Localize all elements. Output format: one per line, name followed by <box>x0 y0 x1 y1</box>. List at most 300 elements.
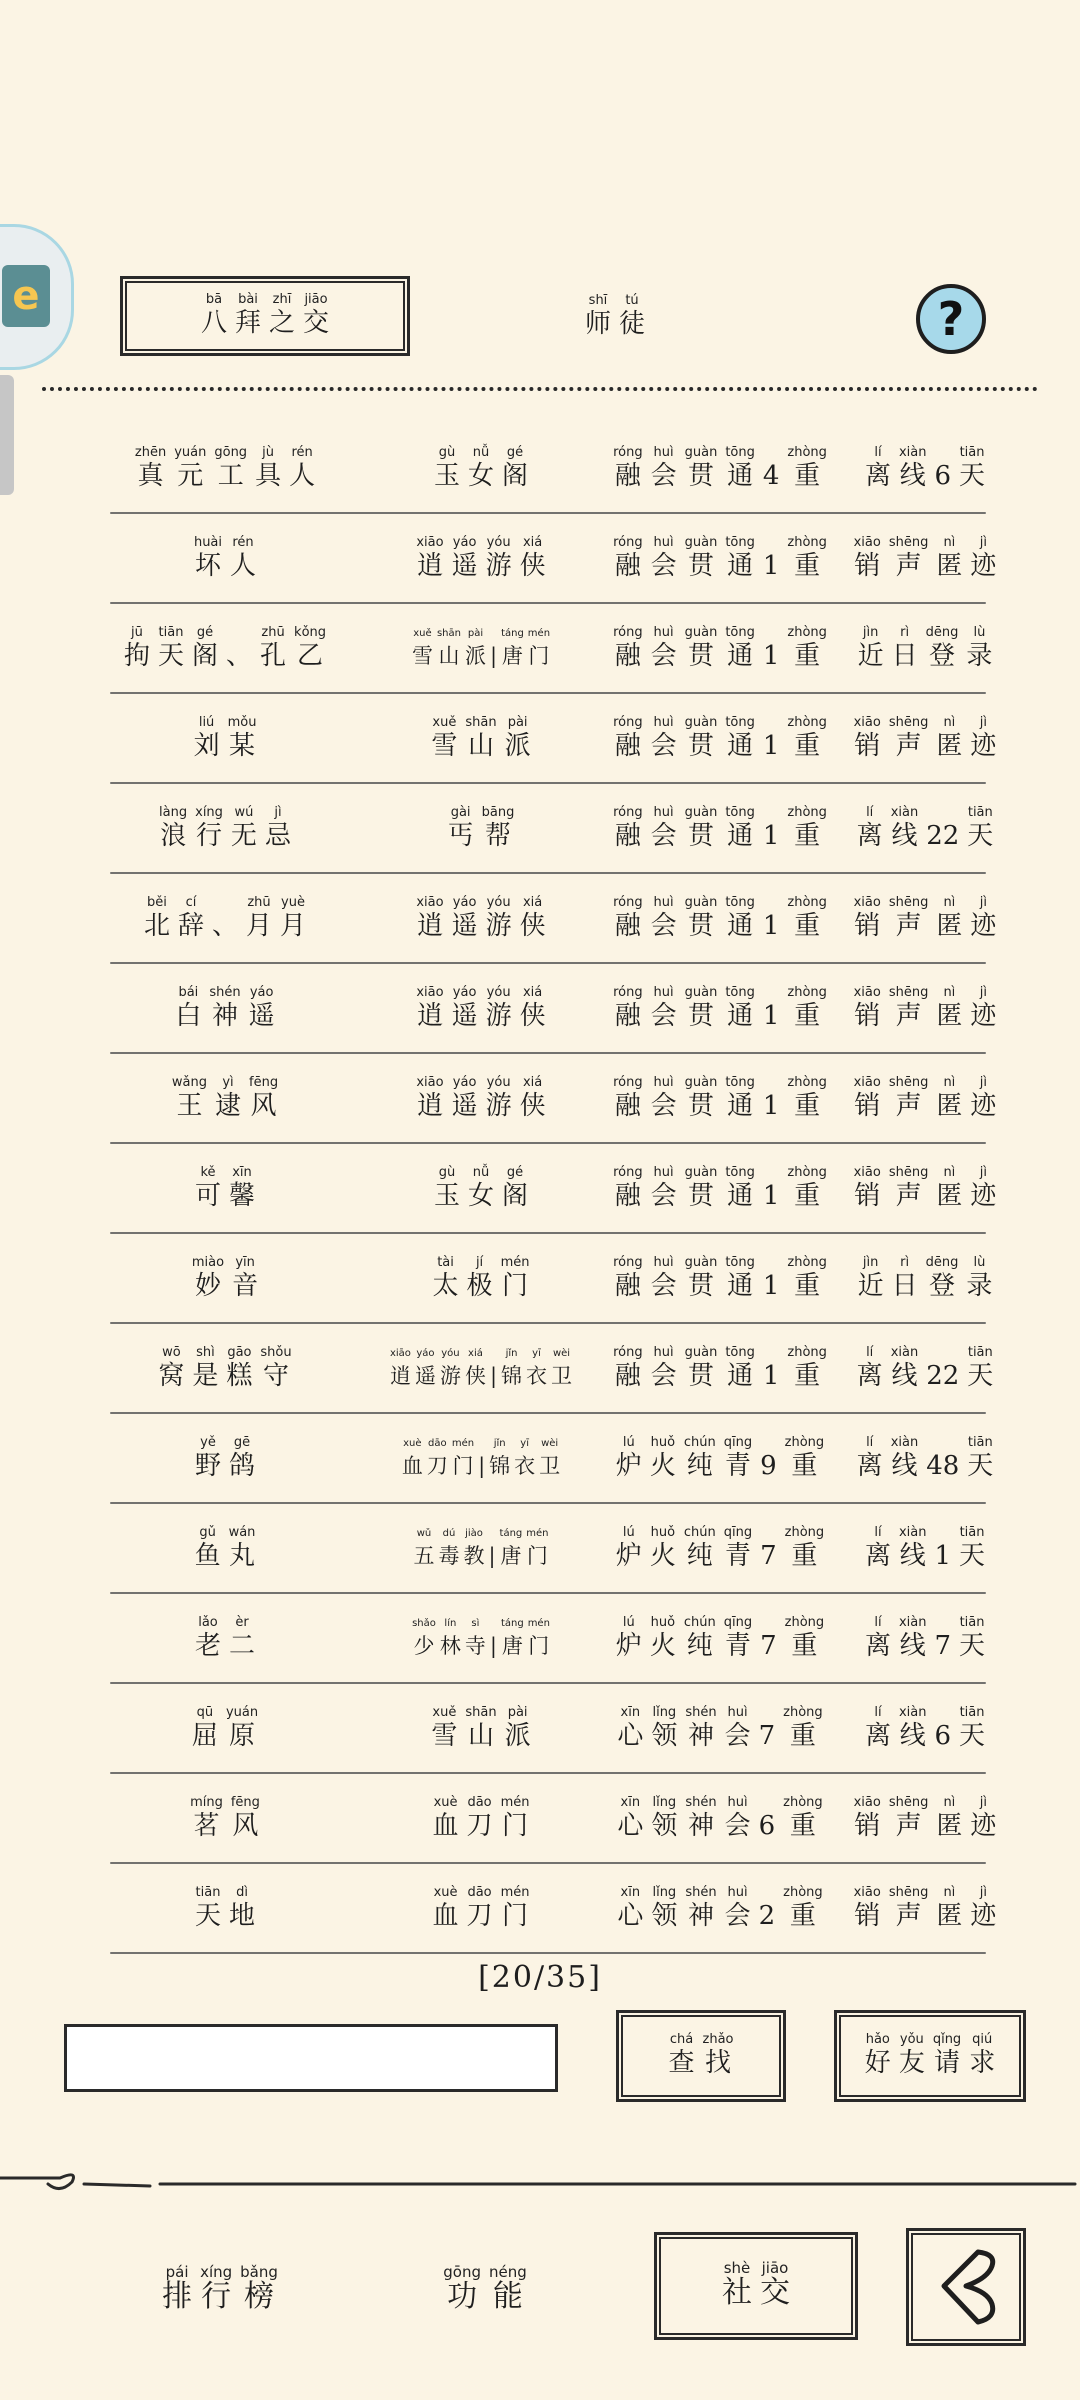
nav-functions[interactable] <box>420 2250 550 2330</box>
ruby-char <box>528 627 550 671</box>
hanzi: 遥 <box>451 911 478 941</box>
ruby-char <box>970 536 996 582</box>
pinyin: táng <box>501 628 524 639</box>
ruby-char <box>785 1616 825 1662</box>
hanzi: 山 <box>467 731 494 761</box>
hanzi: 忌 <box>264 821 291 851</box>
pinyin: zhòng <box>787 1075 827 1090</box>
tab-master-apprentice[interactable] <box>560 282 670 352</box>
hanzi: 通 <box>727 1181 754 1211</box>
pinyin: xiāo <box>853 1795 881 1810</box>
pinyin: xiāo <box>853 1075 881 1090</box>
pinyin: huì <box>653 1075 674 1090</box>
ruby-char <box>889 536 929 582</box>
hanzi: 通 <box>727 1271 754 1301</box>
ruby-char <box>725 536 755 582</box>
pinyin: guàn <box>684 1345 718 1360</box>
pinyin: zhòng <box>787 535 827 550</box>
hanzi: 玉 <box>433 1181 460 1211</box>
friend-row[interactable] <box>110 974 997 1064</box>
ruby-char <box>685 536 718 582</box>
hanzi: 会 <box>724 1901 751 1931</box>
friend-sect <box>346 1064 616 1134</box>
hanzi: 重 <box>794 731 821 761</box>
pinyin: huì <box>727 1885 748 1900</box>
ruby-char <box>192 1706 218 1752</box>
hanzi: 重 <box>791 1541 818 1571</box>
hanzi: 遥 <box>414 1364 436 1388</box>
hanzi: 侠 <box>464 1364 486 1388</box>
hanzi: 重 <box>789 1721 816 1751</box>
hanzi: 山 <box>438 644 460 668</box>
ruby-char <box>230 536 256 582</box>
tab-master-apprentice-label <box>581 294 649 340</box>
pinyin: zhī <box>272 292 292 307</box>
friend-realm <box>590 974 850 1044</box>
friend-realm <box>590 1874 850 1944</box>
ruby-char <box>613 626 643 672</box>
pinyin: nì <box>943 895 956 910</box>
ruby-char <box>437 627 461 671</box>
hanzi: 寺 <box>464 1634 486 1658</box>
friend-row[interactable] <box>110 884 997 974</box>
friend-row[interactable] <box>110 1514 986 1604</box>
back-arrow-icon <box>926 2242 1006 2332</box>
hanzi: 近 <box>857 641 884 671</box>
hanzi: 游 <box>485 551 512 581</box>
hanzi: 重 <box>791 1631 818 1661</box>
ruby-char <box>195 1526 221 1572</box>
ruby-char <box>200 2265 232 2315</box>
ruby-char <box>613 716 643 762</box>
pinyin: lú <box>622 1435 635 1450</box>
ruby-char <box>651 1346 677 1392</box>
ruby-char <box>967 1346 993 1392</box>
ruby-char <box>936 986 962 1032</box>
friend-sect <box>346 1694 616 1764</box>
pinyin: wú <box>234 805 254 820</box>
hanzi: 浪 <box>160 821 187 851</box>
ruby-char <box>651 1256 677 1302</box>
hanzi: 1 <box>762 1271 780 1301</box>
ruby-char <box>269 293 295 339</box>
ruby-char <box>725 716 755 762</box>
pinyin: yóu <box>486 985 511 1000</box>
game-assistant-icon[interactable]: e <box>2 265 50 327</box>
pinyin: dēng <box>925 1255 959 1270</box>
pinyin <box>765 1706 769 1720</box>
pinyin: shān <box>465 715 497 730</box>
hanzi: 阁 <box>502 1181 529 1211</box>
hanzi: 融 <box>614 1361 641 1391</box>
ruby-char <box>265 806 291 852</box>
hanzi: 锦 <box>489 1454 511 1478</box>
pinyin: róng <box>613 895 643 910</box>
friend-sect <box>346 884 616 954</box>
pinyin: shēng <box>888 1075 929 1090</box>
friend-row[interactable] <box>110 794 994 884</box>
pinyin: zhòng <box>787 805 827 820</box>
hanzi: 月 <box>246 911 273 941</box>
ruby-char <box>501 1617 524 1661</box>
pinyin: lú <box>622 1615 635 1630</box>
pinyin <box>766 1526 770 1540</box>
pinyin: nì <box>943 1165 956 1180</box>
hanzi: 2 <box>758 1901 776 1931</box>
pinyin: xiá <box>522 1075 543 1090</box>
ruby-char <box>936 896 962 942</box>
pinyin <box>492 1617 495 1631</box>
hanzi: 心 <box>617 1811 644 1841</box>
hanzi: 离 <box>864 1631 891 1661</box>
pinyin: lí <box>866 1345 874 1360</box>
pinyin: xiàn <box>898 1705 927 1720</box>
pinyin: huì <box>653 535 674 550</box>
pinyin: xiàn <box>890 1435 919 1450</box>
pinyin: róng <box>613 1075 643 1090</box>
ruby-char <box>889 986 929 1032</box>
ruby-char <box>135 446 166 492</box>
hanzi: 销 <box>854 911 881 941</box>
pinyin: nì <box>943 1795 956 1810</box>
pinyin: jì <box>979 715 987 730</box>
hanzi: 融 <box>614 1181 641 1211</box>
ruby-char <box>452 896 478 942</box>
pinyin <box>941 446 945 460</box>
pinyin: huì <box>653 805 674 820</box>
friend-row[interactable] <box>110 1334 994 1424</box>
pinyin: yī <box>532 1348 541 1359</box>
ruby-char <box>613 1166 643 1212</box>
ruby-char <box>501 1796 530 1842</box>
friend-row[interactable] <box>110 1424 994 1514</box>
ruby-char <box>468 1166 494 1212</box>
ruby-char <box>231 806 257 852</box>
hanzi: 山 <box>467 1721 494 1751</box>
hanzi: 匿 <box>936 1181 963 1211</box>
pinyin: gǔ <box>199 1525 216 1540</box>
hanzi: 销 <box>854 1091 881 1121</box>
ruby-char <box>486 1076 512 1122</box>
hanzi: 窝 <box>158 1361 185 1391</box>
pinyin: yáo <box>452 985 477 1000</box>
ruby-char <box>891 806 919 852</box>
ruby-char <box>865 1616 891 1662</box>
pinyin: gài <box>450 805 471 820</box>
friend-row[interactable] <box>110 704 997 794</box>
hanzi: 登 <box>928 641 955 671</box>
ruby-char <box>539 1437 560 1481</box>
friend-sect <box>346 1784 616 1854</box>
pinyin: shēng <box>888 895 929 910</box>
search-button[interactable] <box>616 2010 786 2102</box>
ruby-char <box>229 1886 255 1932</box>
pinyin: tōng <box>725 445 755 460</box>
hanzi: 融 <box>614 1001 641 1031</box>
ruby-char <box>966 1256 992 1302</box>
pinyin: gē <box>233 1435 251 1450</box>
pinyin <box>769 626 773 640</box>
pinyin: xiāo <box>853 535 881 550</box>
friend-row[interactable] <box>110 434 986 524</box>
friend-row[interactable] <box>110 1154 997 1244</box>
ruby-char <box>725 1256 755 1302</box>
friend-status <box>820 1874 1030 1944</box>
hanzi: 衣 <box>514 1454 536 1478</box>
friend-request-button[interactable] <box>834 2010 1026 2102</box>
nav-functions-label <box>439 2265 531 2315</box>
pinyin: lǐng <box>652 1795 677 1810</box>
hanzi: 匿 <box>936 1811 963 1841</box>
hanzi: 青 <box>724 1451 751 1481</box>
hanzi: 少 <box>413 1634 435 1658</box>
ruby-char <box>865 1526 891 1572</box>
hanzi: 排 <box>162 2279 193 2314</box>
pinyin: xuè <box>403 1438 422 1449</box>
hanzi: 门 <box>502 1271 529 1301</box>
ruby-char <box>865 2033 891 2079</box>
ruby-char <box>889 1796 929 1842</box>
hanzi: 融 <box>614 1091 641 1121</box>
friend-row[interactable] <box>110 1064 997 1154</box>
hanzi: 22 <box>926 1361 960 1391</box>
friend-name <box>110 614 340 684</box>
hanzi: 匿 <box>936 731 963 761</box>
pinyin <box>492 627 495 641</box>
friend-row[interactable] <box>110 614 993 704</box>
ruby-char <box>520 896 546 942</box>
hanzi: 人 <box>289 461 316 491</box>
pinyin: lú <box>622 1525 635 1540</box>
hanzi: 重 <box>794 821 821 851</box>
hanzi: 玉 <box>433 461 460 491</box>
ruby-char <box>144 896 170 942</box>
ruby-char <box>685 1886 716 1932</box>
ruby-char <box>415 1347 436 1391</box>
hanzi: 鱼 <box>194 1541 221 1571</box>
tab-sworn-siblings[interactable] <box>120 276 410 356</box>
hanzi: 侠 <box>519 911 546 941</box>
hanzi: 会 <box>650 731 677 761</box>
ruby-char <box>854 1166 881 1212</box>
pinyin <box>765 1886 769 1900</box>
hanzi: 唐 <box>501 644 523 668</box>
ruby-char <box>501 1347 522 1391</box>
hanzi: 教 <box>463 1544 485 1568</box>
friend-list <box>110 434 997 1964</box>
hanzi: 会 <box>650 1361 677 1391</box>
ruby-char <box>502 446 528 492</box>
pinyin: róng <box>613 715 643 730</box>
pinyin: nì <box>943 1885 956 1900</box>
hanzi: 守 <box>263 1361 290 1391</box>
pinyin: shān <box>465 1705 497 1720</box>
hanzi: 、 <box>226 641 253 671</box>
pinyin: lí <box>866 805 874 820</box>
pinyin: mén <box>527 1618 550 1629</box>
hanzi: 天 <box>967 1361 994 1391</box>
hanzi: 茗 <box>193 1811 220 1841</box>
hanzi: 天 <box>959 1721 986 1751</box>
pinyin <box>769 986 773 1000</box>
friend-realm <box>590 434 850 504</box>
hanzi: 1 <box>762 911 780 941</box>
pinyin: róng <box>613 1165 643 1180</box>
ruby-char <box>865 446 891 492</box>
friend-row[interactable] <box>110 1244 993 1334</box>
back-button[interactable] <box>906 2228 1026 2346</box>
ruby-char <box>926 806 959 852</box>
hanzi: 声 <box>895 1091 922 1121</box>
pinyin: xiāo <box>416 985 444 1000</box>
pinyin: xiāo <box>853 1165 881 1180</box>
pinyin: mén <box>500 1885 530 1900</box>
ruby-char <box>685 1796 716 1842</box>
ruby-char <box>478 1437 485 1481</box>
pinyin <box>480 1437 483 1451</box>
ruby-char <box>959 1616 985 1662</box>
pinyin <box>941 1616 945 1630</box>
hanzi: 侠 <box>519 1001 546 1031</box>
pinyin: pài <box>507 1705 528 1720</box>
hanzi: 逍 <box>416 551 443 581</box>
ruby-char <box>959 1526 985 1572</box>
pinyin: zhū <box>261 625 285 640</box>
hanzi: 迹 <box>970 731 997 761</box>
pinyin: xiāo <box>853 1885 881 1900</box>
friend-row[interactable] <box>110 1604 986 1694</box>
friend-status <box>820 794 1030 864</box>
hanzi: 雪 <box>411 644 433 668</box>
hanzi: 查 <box>668 2048 695 2078</box>
hanzi: 贯 <box>687 1361 714 1391</box>
friend-row[interactable] <box>110 1874 997 1964</box>
hanzi: 老 <box>194 1631 221 1661</box>
hanzi: 重 <box>794 1181 821 1211</box>
hanzi: 通 <box>727 641 754 671</box>
ruby-char <box>520 986 546 1032</box>
pinyin: tiān <box>967 1345 993 1360</box>
hanzi: 离 <box>856 821 883 851</box>
pinyin: tōng <box>725 1165 755 1180</box>
hanzi: 遥 <box>248 1001 275 1031</box>
ruby-char <box>685 1706 716 1752</box>
pinyin: huǒ <box>650 1435 676 1450</box>
ruby-char <box>959 446 985 492</box>
pinyin: gōng <box>214 445 248 460</box>
ruby-char <box>209 986 240 1032</box>
ruby-char <box>467 1256 493 1302</box>
hanzi: 好 <box>864 2048 891 2078</box>
hanzi: 重 <box>794 1361 821 1391</box>
pinyin <box>769 1346 773 1360</box>
friend-row[interactable] <box>110 524 997 614</box>
help-button[interactable] <box>916 284 986 354</box>
pinyin: yóu <box>486 1075 511 1090</box>
ruby-char <box>970 716 996 762</box>
hanzi: 6 <box>934 461 952 491</box>
pinyin: dú <box>442 1528 456 1539</box>
ruby-char <box>280 896 306 942</box>
pinyin: tiān <box>959 445 985 460</box>
hanzi: 会 <box>650 1001 677 1031</box>
friend-sect <box>346 794 616 864</box>
hanzi: 师 <box>584 309 611 339</box>
pinyin: nì <box>943 535 956 550</box>
friend-row[interactable] <box>110 1784 997 1874</box>
hanzi: 4 <box>762 461 780 491</box>
ruby-char <box>899 446 927 492</box>
hanzi: 天 <box>967 821 994 851</box>
pinyin: zhòng <box>787 625 827 640</box>
hanzi: 交 <box>760 2275 790 2310</box>
friend-row[interactable] <box>110 1694 986 1784</box>
hanzi: 某 <box>229 731 256 761</box>
hanzi: 录 <box>966 1271 993 1301</box>
hanzi: 7 <box>934 1631 952 1661</box>
ruby-char <box>651 1706 677 1752</box>
hanzi: 门 <box>526 1544 548 1568</box>
nav-leaderboard[interactable] <box>140 2250 300 2330</box>
pinyin: táng <box>499 1528 523 1539</box>
ruby-char <box>465 1617 486 1661</box>
pinyin: hǎo <box>865 2032 890 2047</box>
pinyin: èr <box>235 1615 249 1630</box>
ruby-char <box>785 1526 825 1572</box>
pinyin: róng <box>613 535 643 550</box>
ruby-char <box>194 716 220 762</box>
ruby-char <box>490 1617 497 1661</box>
hanzi: 离 <box>864 1721 891 1751</box>
hanzi: 神 <box>211 1001 238 1031</box>
ruby-char <box>195 1436 221 1482</box>
pinyin: xuě <box>432 1705 457 1720</box>
ruby-char <box>463 1527 484 1571</box>
ruby-char <box>857 1436 883 1482</box>
ruby-char <box>390 1347 411 1391</box>
pinyin: lín <box>444 1618 457 1629</box>
search-input[interactable] <box>64 2024 558 2092</box>
hanzi: 拘 <box>123 641 150 671</box>
friend-status <box>820 1424 1030 1494</box>
hanzi: 五 <box>413 1544 435 1568</box>
hanzi: 重 <box>794 1091 821 1121</box>
floating-side-tab[interactable] <box>0 375 14 495</box>
pinyin: shēng <box>888 985 929 1000</box>
nav-social[interactable] <box>654 2232 858 2340</box>
ruby-char <box>613 986 643 1032</box>
friend-name <box>110 1154 340 1224</box>
ruby-char <box>970 1796 996 1842</box>
ruby-char <box>684 1526 716 1572</box>
ruby-char <box>427 1437 448 1481</box>
ruby-char <box>669 2033 695 2079</box>
ruby-char <box>174 446 206 492</box>
pinyin: jìn <box>862 1255 879 1270</box>
friend-sect <box>346 1154 616 1224</box>
pinyin: jì <box>979 895 987 910</box>
pinyin: tōng <box>725 1075 755 1090</box>
pinyin: xiàn <box>898 445 927 460</box>
ruby-char <box>490 1347 497 1391</box>
ruby-char <box>617 1706 643 1752</box>
ruby-char <box>936 1076 962 1122</box>
ruby-char <box>854 896 881 942</box>
ruby-char <box>175 986 201 1032</box>
pinyin: mén <box>500 1255 530 1270</box>
pinyin: shān <box>436 628 461 639</box>
ruby-char <box>854 1886 881 1932</box>
